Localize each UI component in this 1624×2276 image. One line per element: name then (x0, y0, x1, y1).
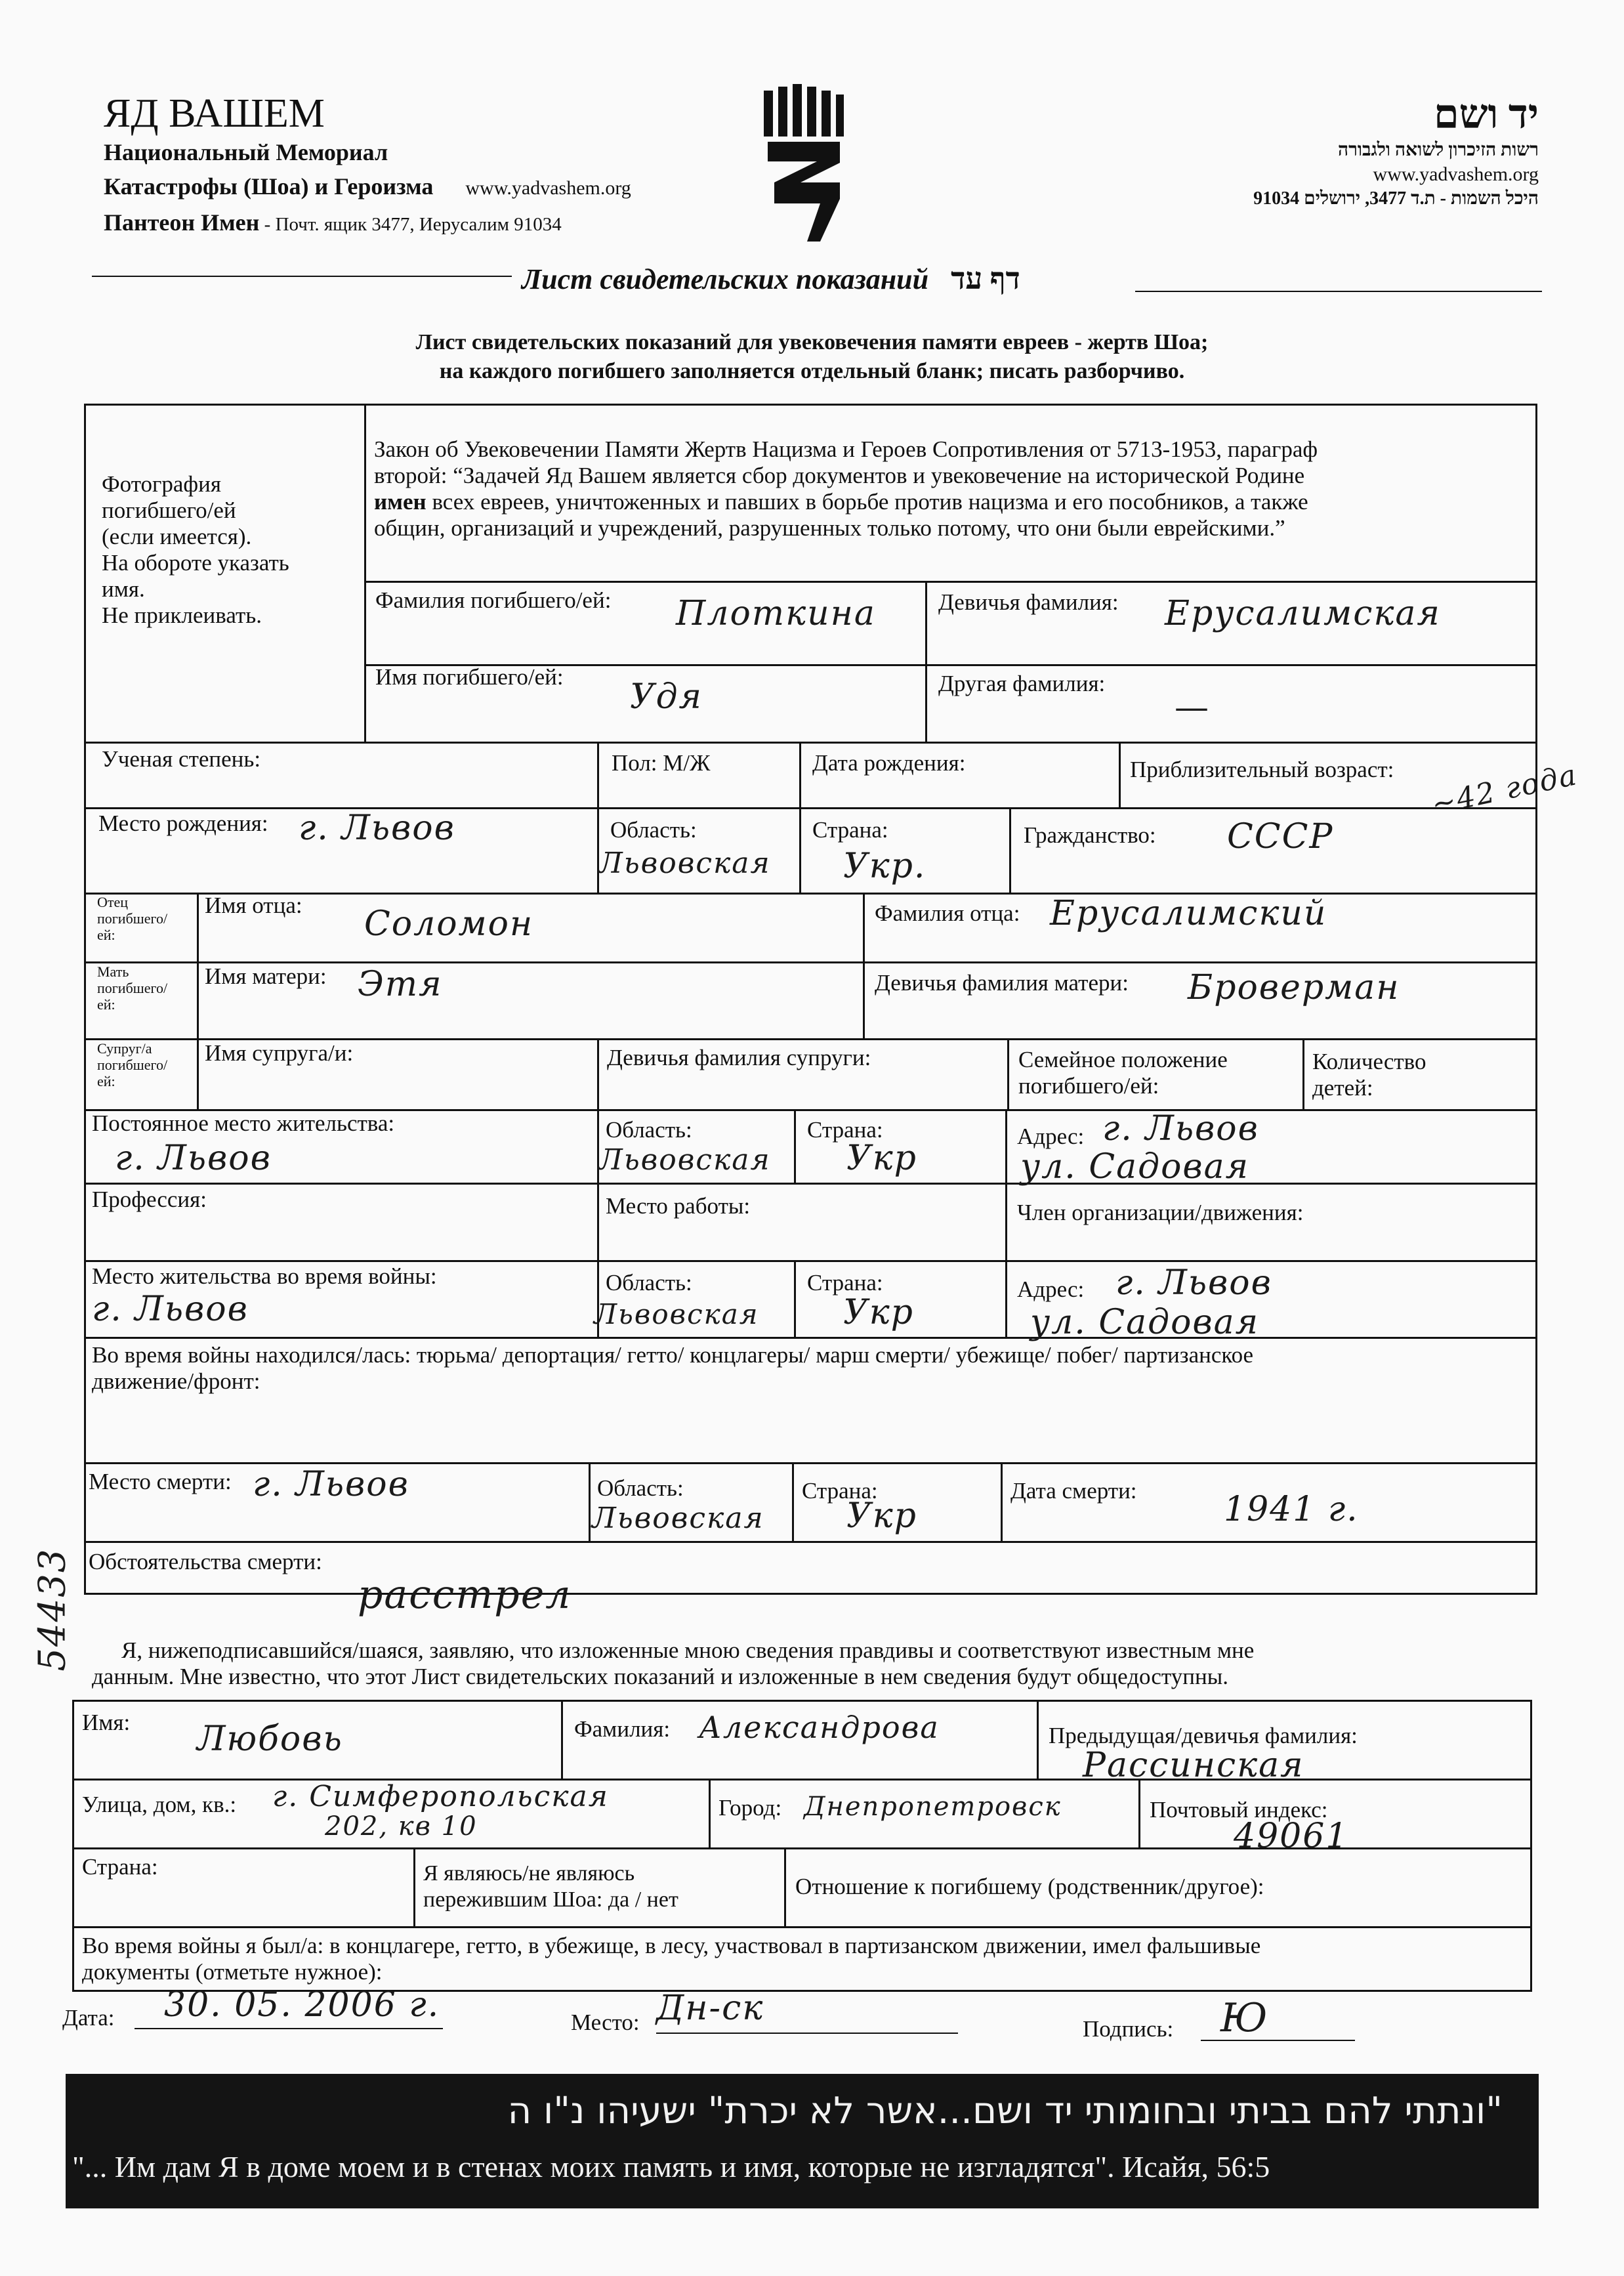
birth-region-label: Область: (610, 817, 697, 843)
row1-div1 (597, 742, 599, 807)
mother-div (863, 961, 865, 1038)
yad-vashem-logo (755, 84, 853, 255)
first-name-value[interactable]: Удя (630, 677, 703, 717)
sub-street-value-2[interactable]: 202, кв 10 (325, 1811, 478, 1842)
other-surname-value[interactable]: — (1175, 688, 1210, 727)
res-region-label: Область: (606, 1117, 692, 1143)
res-country-value[interactable]: Укр (846, 1139, 917, 1178)
res-bottom (84, 1183, 1537, 1185)
instructions-line-2: на каждого погибшего заполняется отдельный бланк; писать разборчиво. (439, 359, 1185, 383)
title-rule-left (92, 276, 512, 277)
death-country-value[interactable]: Укр (846, 1496, 917, 1536)
place-line (656, 2033, 958, 2034)
surname-value[interactable]: Плоткина (676, 594, 876, 633)
law-line-3-rest: всех евреев, уничтоженных и павших в борьбе против нацизма и его пособников, а также (426, 489, 1308, 515)
war-div2 (794, 1260, 796, 1337)
father-name-label: Имя отца: (205, 893, 302, 918)
law-text (374, 436, 1318, 541)
approx-age-value[interactable]: ~42 года (1428, 758, 1581, 822)
photo-line-2: погибшего/ей (102, 497, 236, 523)
death-date-value[interactable]: 1941 г. (1224, 1490, 1359, 1529)
instructions-line-1: Лист свидетельских показаний для увековечения памяти евреев - жертв Шоа; (415, 330, 1209, 354)
sub-zip-value[interactable]: 49061 (1234, 1817, 1349, 1856)
sub-war-label (82, 1933, 1260, 1985)
law-line-3 (374, 489, 1318, 515)
relation-label: Отношение к погибшему (родственник/другое): (795, 1874, 1264, 1899)
sub-name-label: Имя: (82, 1710, 131, 1735)
res-address-value-2[interactable]: ул. Садовая (1020, 1147, 1250, 1187)
spouse-div2 (1007, 1038, 1009, 1109)
war-address-label: Адрес: (1017, 1276, 1085, 1302)
workplace-label: Место работы: (606, 1193, 751, 1219)
death-div2 (792, 1462, 794, 1541)
date-label: Дата: (62, 2005, 115, 2031)
spouse-maiden-label: Девичья фамилия супруги: (607, 1045, 871, 1070)
date-value[interactable]: 30. 05. 2006 г. (164, 1985, 440, 2025)
sub-surname-label: Фамилия: (574, 1716, 671, 1742)
row1-div2 (799, 742, 801, 807)
residence-value[interactable]: г. Львов (115, 1139, 272, 1178)
header-line-3-bold: Пантеон Имен (104, 209, 260, 236)
death-circ-value[interactable]: расстрел (358, 1572, 572, 1618)
res-div2 (794, 1109, 796, 1183)
death-circ-label: Обстоятельства смерти: (89, 1549, 322, 1574)
war-div3 (1005, 1260, 1007, 1337)
photo-divider (364, 404, 366, 742)
spouse-side-3: ей: (97, 1073, 115, 1089)
sub-war-line-2: документы (отметьте нужное): (82, 1959, 383, 1985)
mother-side-label (97, 963, 167, 1013)
spouse-name-label: Имя супруга/и: (205, 1040, 354, 1066)
sub-r3-div1 (413, 1847, 415, 1926)
sub-city-label: Город: (718, 1795, 782, 1821)
father-side-3: ей: (97, 927, 115, 943)
approx-age-label: Приблизительный возраст: (1130, 757, 1394, 782)
children-line-2: детей: (1312, 1075, 1373, 1101)
death-region-label: Область: (597, 1475, 684, 1501)
footer-russian: "... Им дам Я в доме моем и в стенах моих память и имя, которые не изгладятся". Исайя, 56:5 (72, 2150, 1270, 2183)
header-line-3 (104, 205, 631, 245)
degree-label: Ученая степень: (102, 746, 261, 772)
mother-maiden-value[interactable]: Броверман (1188, 968, 1400, 1007)
law-line-3-bold: имен (374, 489, 427, 515)
residence-label: Постоянное место жительства: (92, 1110, 395, 1136)
birth-region-value[interactable]: Львовская (598, 847, 771, 880)
place-label: Место: (571, 2010, 640, 2035)
res-address-value-1[interactable]: г. Львов (1102, 1109, 1259, 1149)
father-surname-value[interactable]: Ерусалимский (1050, 894, 1327, 933)
father-side-1: Отец (97, 894, 129, 910)
marital-line-2: погибшего/ей: (1018, 1073, 1159, 1099)
during-war-bottom (84, 1462, 1537, 1464)
signature-value[interactable]: Ю (1220, 1995, 1269, 2041)
mother-side-2: погибшего/ (97, 980, 168, 996)
sub-r3-div2 (784, 1847, 786, 1926)
mother-name-label: Имя матери: (205, 963, 327, 989)
sub-r2-div1 (709, 1779, 711, 1847)
mother-maiden-label: Девичья фамилия матери: (875, 970, 1129, 996)
sheet-title-ru: Лист свидетельских показаний (522, 263, 929, 295)
sub-name-value[interactable]: Любовь (197, 1719, 343, 1759)
prof-bottom (84, 1260, 1537, 1262)
he-line-1: רשות הזיכרון לשואה ולגבורה (1337, 140, 1539, 160)
law-line-2: второй: “Задачей Яд Вашем является сбор документов и увековечение на исторической Родине (374, 463, 1305, 488)
sub-row3-bottom (72, 1926, 1532, 1928)
war-country-label: Страна: (807, 1270, 883, 1296)
death-region-value[interactable]: Львовская (592, 1502, 764, 1535)
birth-country-value[interactable]: Укр. (843, 847, 927, 886)
photo-line-3: (если имеется). (102, 524, 252, 549)
names-divider (925, 581, 927, 742)
header-line-3-rest: - Почт. ящик 3477, Иерусалим 91034 (259, 214, 562, 235)
top-area-bottom (84, 742, 1537, 744)
sheet-title (522, 261, 1020, 296)
mother-name-value[interactable]: Этя (358, 965, 443, 1004)
sub-prev-label: Предыдущая/девичья фамилия: (1049, 1723, 1358, 1748)
law-bottom (364, 581, 1537, 583)
sex-label: Пол: М/Ж (612, 750, 711, 776)
title-rule-right (1135, 291, 1542, 292)
during-war-label (92, 1342, 1253, 1395)
sub-surname-value[interactable]: Александрова (699, 1710, 940, 1745)
spouse-div3 (1302, 1038, 1304, 1109)
birthplace-label: Место рождения: (98, 811, 268, 836)
instructions (0, 328, 1624, 386)
header-website: www.yadvashem.org (465, 177, 631, 199)
citizenship-label: Гражданство: (1024, 822, 1156, 848)
spouse-div1 (597, 1038, 599, 1109)
footer-hebrew: "ונתתי להם בביתי ובחומותי יד ושם...אשר לא יכרת" ישעיהו נ"ו ה (507, 2090, 1503, 2132)
children-label (1312, 1049, 1426, 1101)
signature-label: Подпись: (1083, 2016, 1174, 2042)
sub-r1-div1 (561, 1700, 563, 1779)
header-line-2 (104, 169, 631, 205)
other-surname-label: Другая фамилия: (938, 671, 1106, 696)
sub-city-value[interactable]: Днепропетровск (804, 1792, 1062, 1822)
sub-r2-div2 (1138, 1779, 1140, 1847)
org-name-ru: ЯД ВАШЕМ (104, 91, 325, 136)
spouse-side-label (97, 1040, 167, 1089)
survivor-line-1: Я являюсь/не являюсь (423, 1861, 635, 1886)
father-surname-label: Фамилия отца: (875, 900, 1020, 926)
row2-div3 (1009, 807, 1011, 893)
photo-line-5: имя. (102, 576, 145, 602)
header-line-1: Национальный Мемориал (104, 139, 388, 165)
survivor-label (423, 1861, 678, 1913)
first-name-label: Имя погибшего/ей: (375, 664, 564, 690)
death-bottom (84, 1541, 1537, 1543)
war-region-value[interactable]: Львовская (594, 1298, 759, 1330)
survivor-line-2: пережившим Шоа: да / нет (423, 1887, 678, 1912)
header-right (1253, 92, 1539, 211)
maiden-value[interactable]: Ерусалимская (1165, 594, 1441, 633)
profession-label: Профессия: (92, 1187, 207, 1212)
father-side-2: погибшего/ (97, 910, 168, 927)
sub-street-label: Улица, дом, кв.: (82, 1792, 237, 1817)
sub-street-value-1[interactable]: г. Симферопольская (272, 1780, 609, 1813)
photo-line-6: Не приклеивать. (102, 602, 262, 628)
declaration (92, 1637, 1496, 1690)
war-address-value-1[interactable]: г. Львов (1115, 1263, 1272, 1303)
margin-number: 54433 (31, 1548, 74, 1672)
member-label: Член организации/движения: (1017, 1200, 1304, 1225)
marital-label (1018, 1047, 1228, 1099)
res-region-value[interactable]: Львовская (598, 1143, 771, 1177)
birthplace-value[interactable]: г. Львов (299, 809, 455, 848)
sub-zip-label: Почтовый индекс: (1150, 1797, 1328, 1823)
sub-prev-value[interactable]: Рассинская (1083, 1746, 1304, 1785)
res-address-label: Адрес: (1017, 1124, 1085, 1149)
place-value[interactable]: Дн-ск (656, 1989, 764, 2028)
father-div (863, 893, 865, 961)
sub-country-label: Страна: (82, 1854, 158, 1880)
citizenship-value[interactable]: СССР (1227, 817, 1334, 856)
res-div3 (1005, 1109, 1007, 1260)
marital-line-1: Семейное положение (1018, 1047, 1228, 1072)
war-region-label: Область: (606, 1270, 692, 1296)
declaration-line-1: Я, нижеподписавшийся/шаяся, заявляю, что изложенные мною сведения правдивы и соответствуют известным мне (121, 1637, 1255, 1663)
maiden-label: Девичья фамилия: (938, 589, 1119, 615)
sub-r1-div2 (1037, 1700, 1039, 1779)
side-divider (197, 893, 199, 1109)
death-place-value[interactable]: г. Львов (253, 1465, 409, 1504)
date-line (135, 2028, 443, 2029)
header-line-2-text: Катастрофы (Шоа) и Героизма (104, 173, 434, 200)
he-website: www.yadvashem.org (1373, 163, 1539, 185)
spouse-side-1: Супруг/а (97, 1040, 152, 1057)
header-left (104, 92, 631, 245)
he-line-3: היכל השמות - ת.ד 3477, ירושלים 91034 (1253, 188, 1539, 209)
res-country-label: Страна: (807, 1117, 883, 1143)
war-residence-label: Место жительства во время войны: (92, 1263, 437, 1289)
children-line-1: Количество (1312, 1049, 1426, 1074)
row2-div2 (799, 807, 801, 893)
during-war-line-2: движение/фронт: (92, 1368, 260, 1394)
mother-side-1: Мать (97, 963, 129, 980)
dob-label: Дата рождения: (812, 750, 966, 776)
death-div1 (589, 1462, 591, 1541)
photo-line-4: На обороте указать (102, 550, 289, 576)
sub-war-line-1: Во время войны я был/а: в концлагере, гетто, в убежище, в лесу, участвовал в партизанском движении, имел фальшивые (82, 1933, 1261, 1958)
birth-country-label: Страна: (812, 817, 888, 843)
photo-line-1: Фотография (102, 471, 221, 497)
org-name-he: יד ושם (1433, 93, 1539, 137)
signature-line (1201, 2040, 1355, 2041)
law-line-1: Закон об Увековечении Памяти Жертв Нацизма и Героев Сопротивления от 5713-1953, параграф (374, 436, 1318, 462)
mother-side-3: ей: (97, 996, 115, 1013)
father-side-label (97, 894, 167, 943)
death-place-label: Место смерти: (89, 1469, 232, 1494)
father-name-value[interactable]: Соломон (364, 904, 534, 944)
death-div3 (1001, 1462, 1003, 1541)
declaration-line-2: данным. Мне известно, что этот Лист свидетельских показаний и изложенные в нем сведения будут общедоступны. (92, 1664, 1228, 1689)
war-country-value[interactable]: Укр (843, 1293, 914, 1332)
war-bottom (84, 1337, 1537, 1339)
during-war-line-1: Во время войны находился/лась: тюрьма/ депортация/ гетто/ концлагеры/ марш смерти/ убежище/ побег/ партизанское (92, 1342, 1254, 1368)
prof-div1 (597, 1183, 599, 1260)
death-country-label: Страна: (802, 1478, 878, 1504)
death-date-label: Дата смерти: (1010, 1478, 1137, 1504)
photo-box (102, 471, 289, 629)
sheet-title-he: דף עד (951, 262, 1020, 295)
row1-div3 (1119, 742, 1121, 807)
spouse-side-2: погибшего/ (97, 1057, 168, 1073)
war-residence-value[interactable]: г. Львов (92, 1290, 249, 1329)
law-line-4: общин, организаций и учреждений, разрушенных только потому, что они были еврейскими.” (374, 515, 1285, 541)
surname-label: Фамилия погибшего/ей: (375, 587, 612, 613)
war-address-value-2[interactable]: ул. Садовая (1030, 1303, 1260, 1342)
